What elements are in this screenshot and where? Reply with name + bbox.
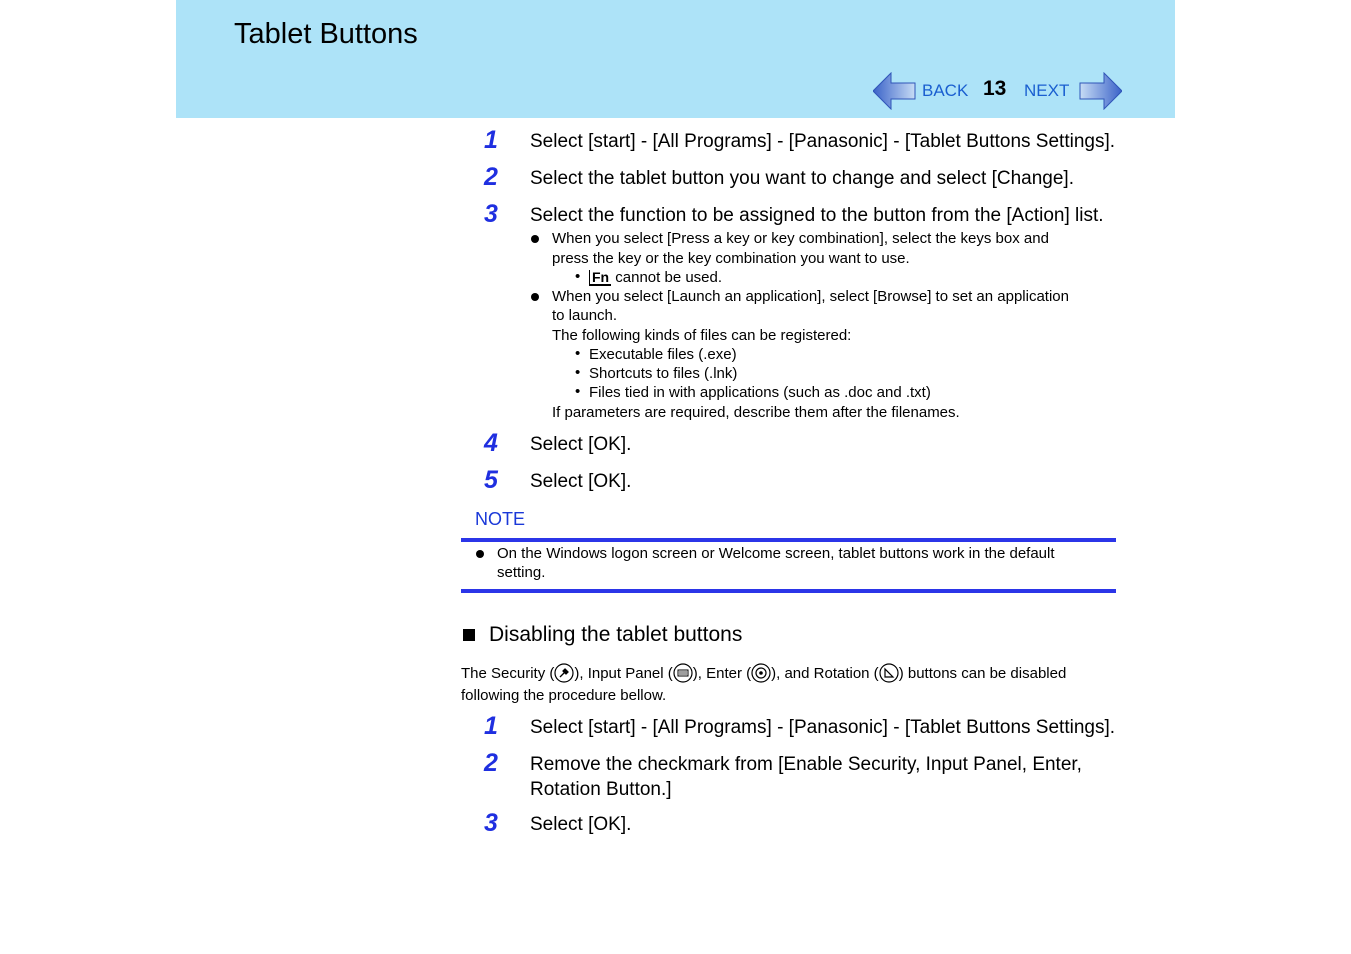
step-number: 2 <box>484 749 498 777</box>
sub-bullet-icon: • <box>575 268 581 285</box>
security-button-icon <box>554 663 574 683</box>
step-text: Select [OK]. <box>530 814 632 835</box>
step-text: Remove the checkmark from [Enable Security, Input Panel, Enter, Rotation Button.] <box>530 754 1082 800</box>
step-text: Select [OK]. <box>530 471 632 492</box>
bullet-text: press the key or the key combination you want to use. <box>552 250 910 267</box>
bullet-icon <box>531 293 539 301</box>
intro-text: ), and Rotation ( <box>771 665 879 682</box>
step-number: 2 <box>484 163 498 191</box>
next-arrow-icon[interactable] <box>1078 72 1122 110</box>
bullet-text: When you select [Launch an application], select [Browse] to set an application <box>552 288 1069 305</box>
header-bar <box>176 0 1175 118</box>
bullet-icon <box>531 235 539 243</box>
back-arrow-icon[interactable] <box>873 72 917 110</box>
fn-key-icon: Fn <box>589 270 611 286</box>
bullet-text: When you select [Press a key or key combination], select the keys box and <box>552 230 1049 247</box>
fn-line <box>589 268 722 287</box>
enter-button-icon <box>751 663 771 683</box>
list-item: Files tied in with applications (such as .doc and .txt) <box>589 384 931 401</box>
step-number: 5 <box>484 466 498 494</box>
step-text: Select the function to be assigned to the button from the [Action] list. <box>530 205 1104 226</box>
bullet-text: The following kinds of files can be registered: <box>552 327 852 344</box>
input-panel-button-icon <box>673 663 693 683</box>
fn-text: cannot be used. <box>611 269 723 286</box>
intro-text: following the procedure bellow. <box>461 687 667 704</box>
intro-text: ) buttons can be disabled <box>898 665 1067 682</box>
bullet-icon <box>476 550 484 558</box>
step-text: Select the tablet button you want to change and select [Change]. <box>530 168 1074 189</box>
sub-bullet-icon: • <box>575 383 581 400</box>
bullet-text: If parameters are required, describe them after the filenames. <box>552 404 960 421</box>
list-item: Executable files (.exe) <box>589 346 737 363</box>
section-square-icon <box>463 629 475 641</box>
intro-text: ), Enter ( <box>692 665 752 682</box>
intro-text: The Security ( <box>461 665 555 682</box>
sub-bullet-icon: • <box>575 345 581 362</box>
step-number: 4 <box>484 429 498 457</box>
note-text: On the Windows logon screen or Welcome screen, tablet buttons work in the default <box>497 545 1055 562</box>
list-item: Shortcuts to files (.lnk) <box>589 365 738 382</box>
rotation-button-icon <box>879 663 899 683</box>
page-number: 13 <box>983 77 1007 100</box>
step-text: Select [start] - [All Programs] - [Panasonic] - [Tablet Buttons Settings]. <box>530 131 1116 152</box>
back-link[interactable]: BACK <box>922 81 969 100</box>
next-link[interactable]: NEXT <box>1024 81 1070 100</box>
step-number: 1 <box>484 712 498 740</box>
step-text: Select [OK]. <box>530 434 632 455</box>
step-text: Select [start] - [All Programs] - [Panasonic] - [Tablet Buttons Settings]. <box>530 717 1116 738</box>
page-title: Tablet Buttons <box>234 18 418 50</box>
step-number: 1 <box>484 126 498 154</box>
step-number: 3 <box>484 809 498 837</box>
sub-bullet-icon: • <box>575 364 581 381</box>
note-top-rule <box>461 538 1116 542</box>
section-title: Disabling the tablet buttons <box>489 623 743 646</box>
note-text: setting. <box>497 564 546 581</box>
step-number: 3 <box>484 200 498 228</box>
section-intro <box>461 663 1121 707</box>
bullet-text: to launch. <box>552 307 618 324</box>
intro-text: ), Input Panel ( <box>574 665 673 682</box>
note-bottom-rule <box>461 589 1116 593</box>
note-label: NOTE <box>475 509 526 529</box>
